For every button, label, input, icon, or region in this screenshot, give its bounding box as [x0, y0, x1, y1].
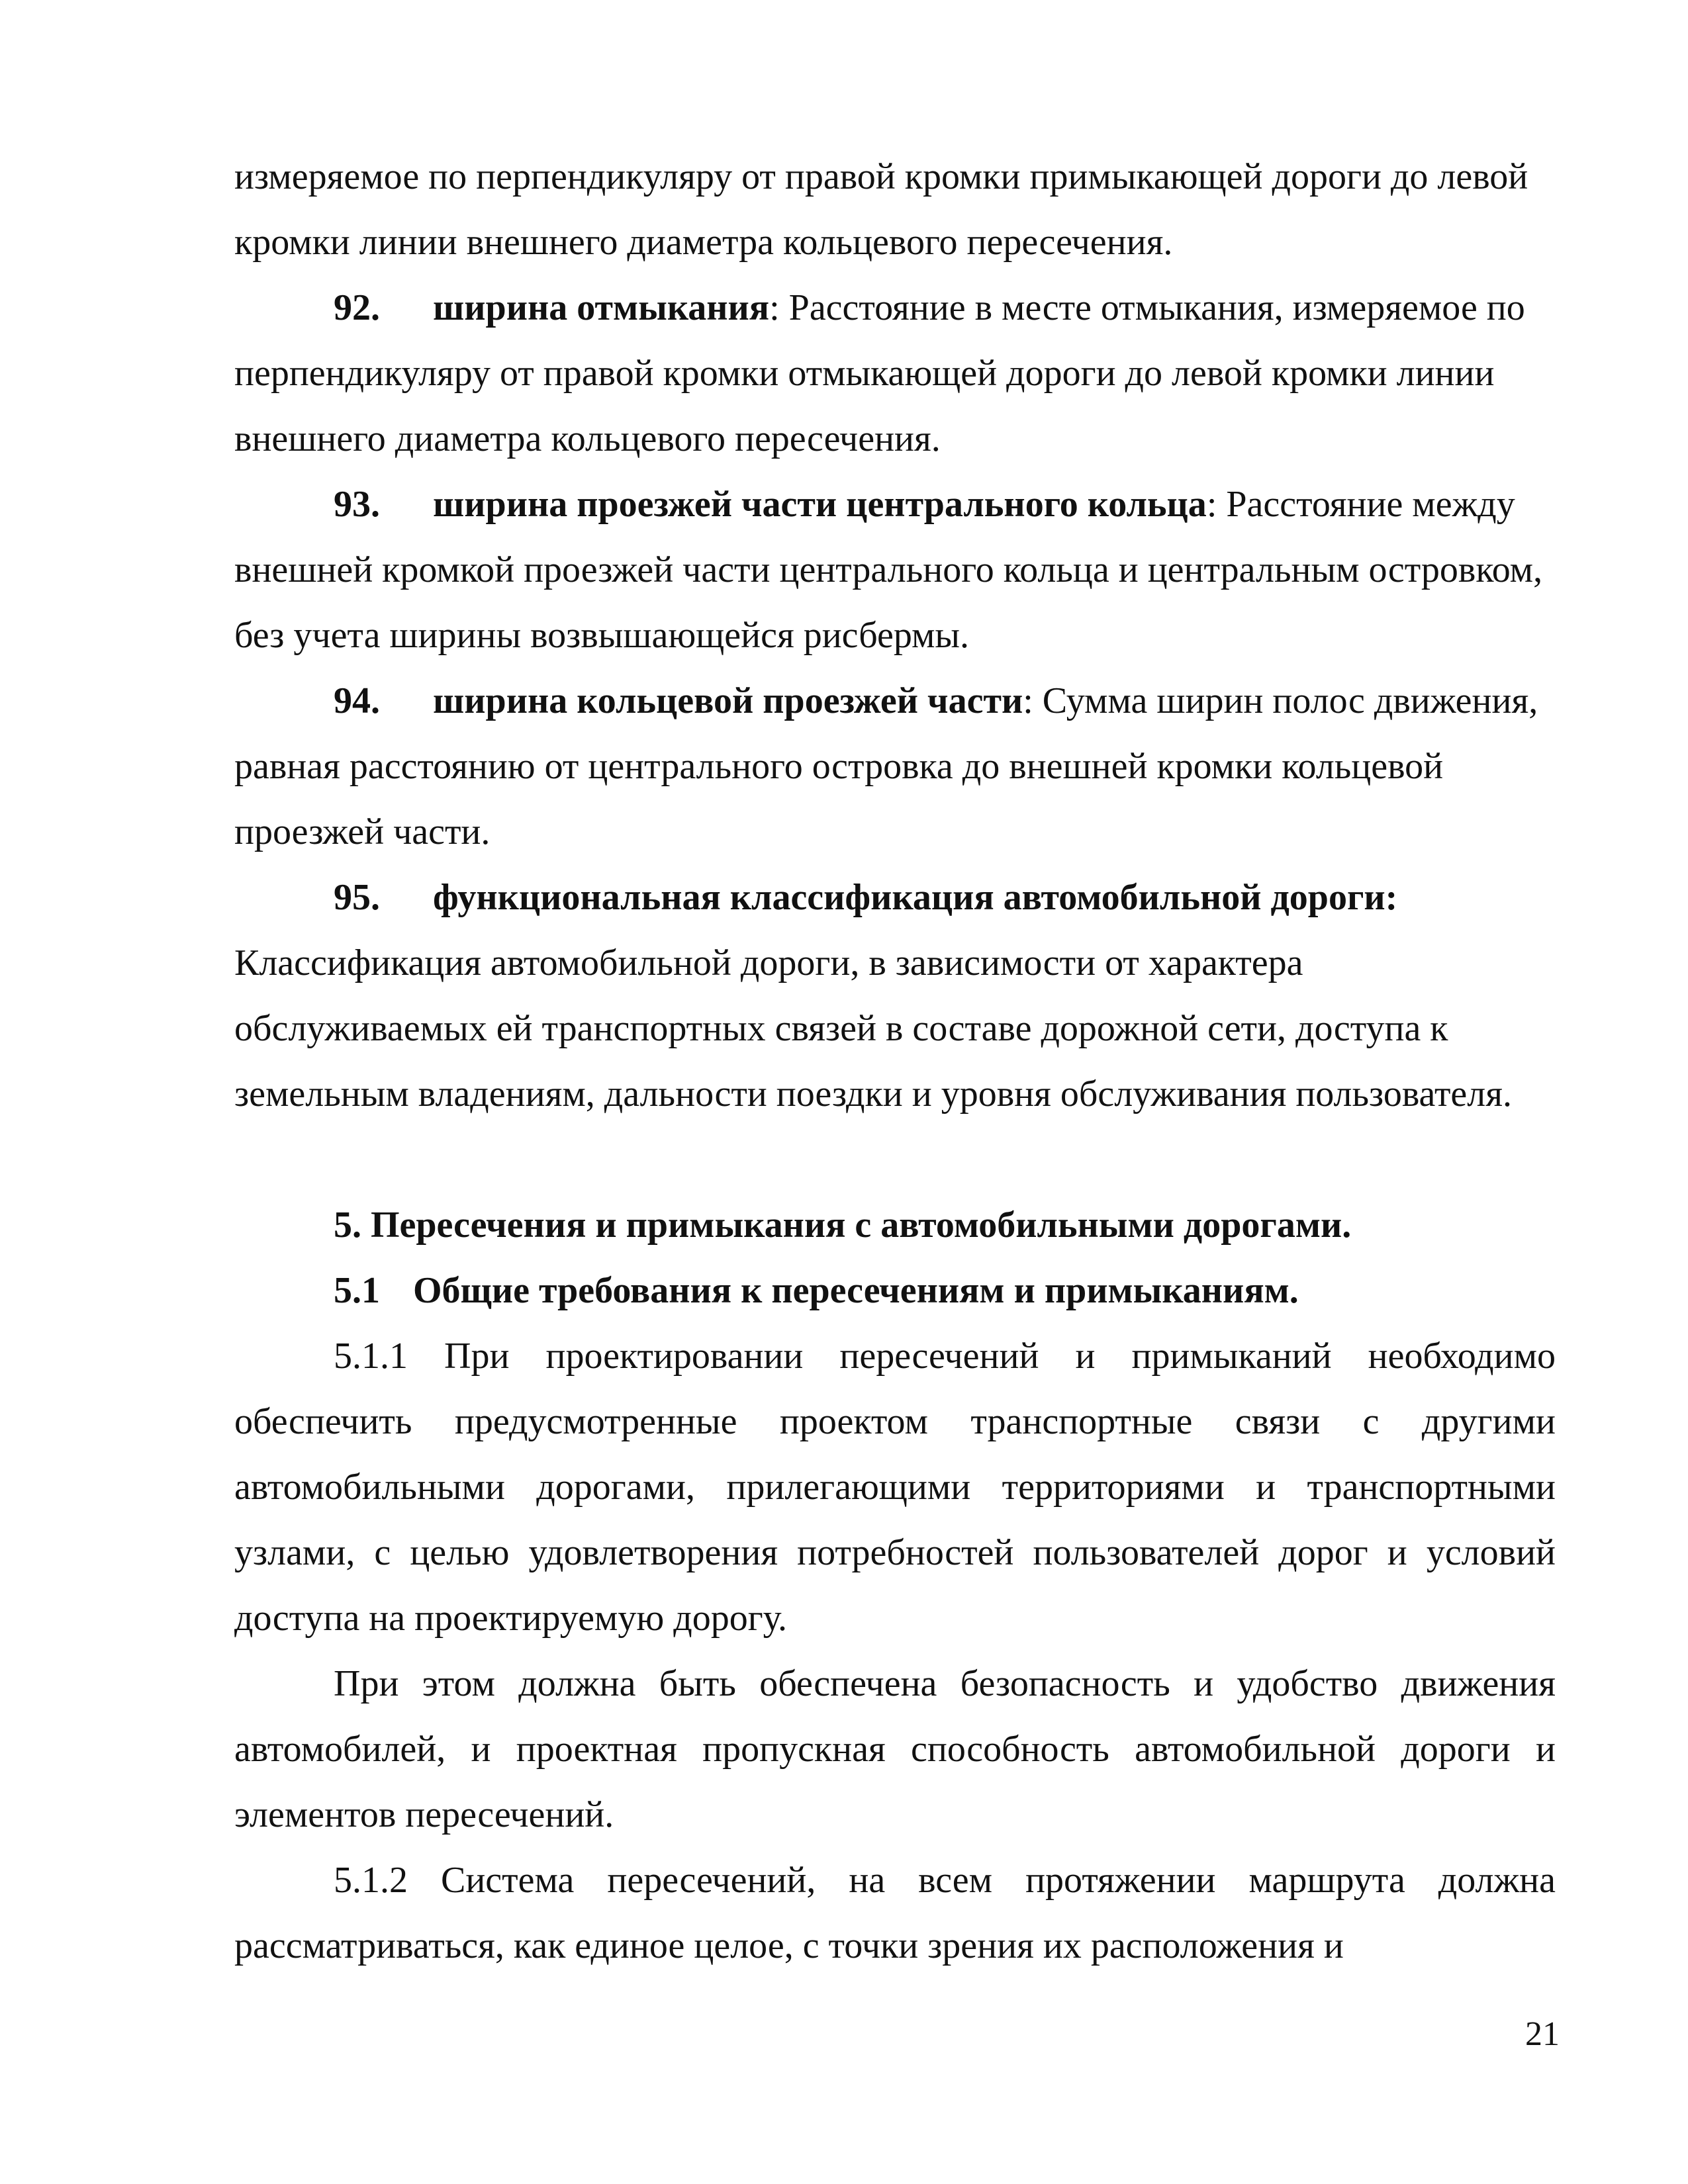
intro-continuation: измеряемое по перпендикуляру от правой кромки примыкающей дороги до левой кромки линии внешнего диаметра кольцевого пересечения.: [234, 156, 1528, 263]
term-title: ширина проезжей части центрального кольца: [433, 484, 1207, 525]
term-92: [234, 275, 1556, 472]
term-title: ширина отмыкания: [433, 287, 770, 328]
term-number: 95.: [334, 877, 380, 918]
subsection-number: 5.1: [334, 1270, 380, 1311]
page-body: [234, 144, 1556, 1979]
term-title: ширина кольцевой проезжей части: [433, 680, 1023, 721]
paragraph-5-1-1: 5.1.1 При проектировании пересечений и примыканий необходимо обеспечить предусмотренные проектом транспортные связи с другими автомобильными дорогами, прилегающими территориями и транспортными узлами, с целью удовлетворения потребностей пользователей дорог и условий доступа на проектируемую дорогу.: [234, 1336, 1556, 1639]
term-number: 92.: [334, 287, 380, 328]
page-number: 21: [1525, 2015, 1560, 2053]
term-95: [234, 865, 1556, 1127]
term-definition: : Сумма ширин полос движения, равная расстоянию от центрального островка до внешней кромки кольцевой проезжей части.: [234, 680, 1538, 852]
paragraph-5-1-2: 5.1.2 Система пересечений, на всем протяжении маршрута должна рассматриваться, как единое целое, с точки зрения их расположения и: [234, 1860, 1556, 1966]
term-number: 94.: [334, 680, 380, 721]
subsection-title: Общие требования к пересечениям и примыканиям.: [413, 1270, 1299, 1311]
term-94: [234, 668, 1556, 865]
subsection-heading: [234, 1258, 1556, 1324]
term-definition: Классификация автомобильной дороги, в зависимости от характера обслуживаемых ей транспортных связей в составе дорожной сети, доступа к земельным владениям, дальности поездки и уровня обслуживания пользователя.: [234, 942, 1512, 1115]
term-93: [234, 472, 1556, 668]
term-definition: : Расстояние в месте отмыкания, измеряемое по перпендикуляру от правой кромки отмыкающей дороги до левой кромки линии внешнего диаметра кольцевого пересечения.: [234, 287, 1525, 459]
paragraph-safety: При этом должна быть обеспечена безопасность и удобство движения автомобилей, и проектная пропускная способность автомобильной дороги и элементов пересечений.: [234, 1663, 1556, 1835]
term-number: 93.: [334, 484, 380, 525]
section-heading: 5. Пересечения и примыкания с автомобильными дорогами.: [334, 1205, 1352, 1246]
term-title: функциональная классификация автомобильной дороги:: [433, 877, 1398, 918]
term-definition: : Расстояние между внешней кромкой проезжей части центрального кольца и центральным островком, без учета ширины возвышающейся рисбермы.: [234, 484, 1543, 656]
